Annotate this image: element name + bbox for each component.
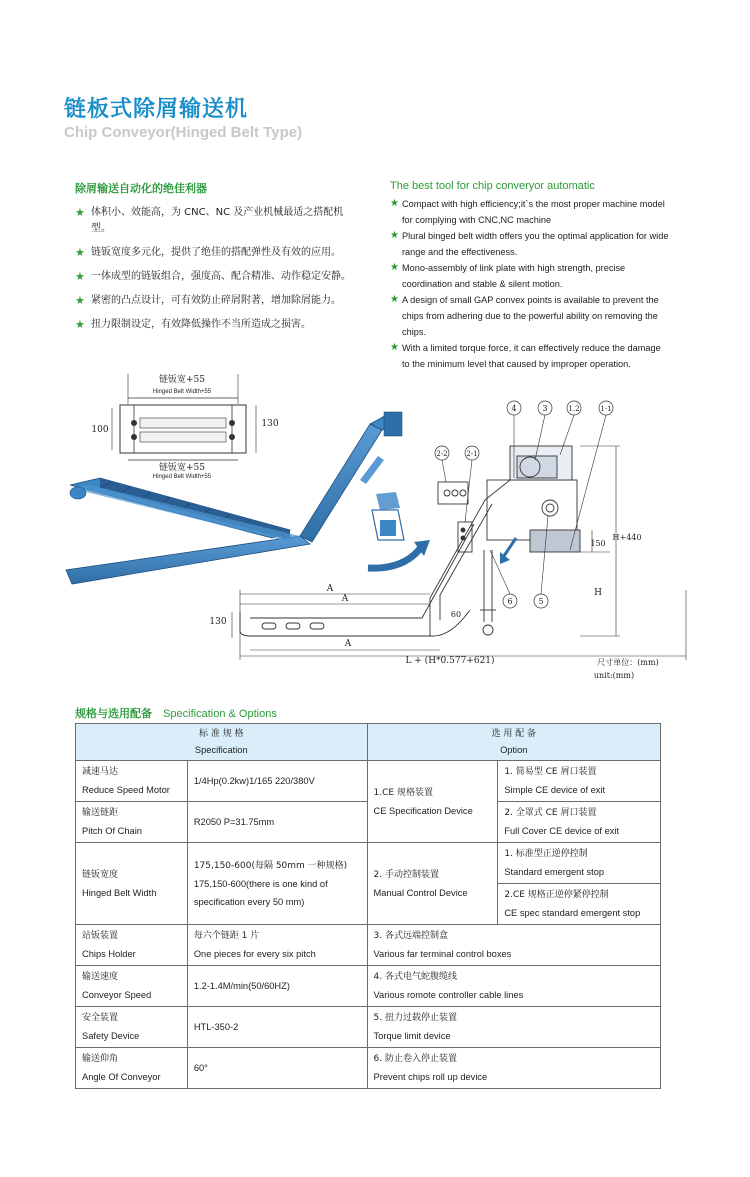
row-value-line: One pieces for every six pitch (193, 949, 316, 959)
feature-cn-item (75, 293, 360, 309)
header-spec (76, 724, 368, 761)
feature-cn-text: 扭力限制设定，有效降低操作不当所造成之损害。 (91, 319, 311, 330)
dim-a-label-3: A (344, 639, 352, 649)
feature-cn-item (75, 205, 360, 237)
option-manual (367, 843, 498, 925)
spec-heading (75, 702, 277, 721)
dim-a-label: A (326, 584, 334, 594)
option-manual-sub2-en: CE spec standard emergent stop (504, 908, 641, 918)
header-spec-en: Specification (194, 745, 248, 755)
feature-en-item (390, 260, 670, 292)
option-ce-sub1-cn: 1. 简易型 CE 屑口装置 (504, 767, 597, 777)
row-value (187, 843, 367, 925)
page-title-cn: 链板式除屑输送机 (64, 97, 249, 122)
row-label (76, 802, 188, 843)
feature-en-text: With a limited torque force, it can effectively reduce the damage to the minimum level that caused by improper operation. (402, 343, 661, 369)
option-5-cn: 5. 扭力过载停止装置 (373, 1013, 457, 1023)
features-en (390, 180, 670, 372)
bottom-width-label-en: Hinged Belt Width+55 (152, 474, 212, 480)
spec-heading-cn: 规格与选用配备 (75, 707, 152, 720)
dim-130-top-label: 130 (261, 419, 279, 429)
feature-cn-item (75, 245, 360, 261)
star-icon: ★ (390, 262, 399, 273)
header-option-en: Option (500, 745, 528, 755)
feature-en-text: Plural binged belt width offers you the optimal application for wide range and the effectiveness. (402, 231, 669, 257)
callout-2-1: 2-1 (466, 450, 478, 458)
option-manual-cn: 2. 手动控制装置 (373, 869, 439, 880)
row-value-line: specification every 50 mm) (193, 896, 305, 907)
option-5-en: Torque limit device (373, 1031, 451, 1041)
top-width-label-cn: 链钣宽+55 (159, 375, 205, 385)
row-label-en: Conveyor Speed (82, 990, 152, 1000)
features-en-heading: The best tool for chip converyor automatic (390, 180, 595, 192)
option-ce-sub2-cn: 2. 全罩式 CE 屑口装置 (504, 808, 597, 818)
callout-1-1: 1-1 (600, 405, 612, 413)
dim-a-label-2: A (341, 594, 349, 604)
table-row (76, 1007, 661, 1048)
option-ce-en: CE Specification Device (373, 805, 473, 816)
option-4-en: Various romote controller cable lines (373, 990, 524, 1000)
row-label-cn: 输送仰角 (82, 1054, 119, 1064)
star-icon: ★ (75, 206, 85, 219)
row-label-cn: 减速马达 (82, 767, 119, 777)
page-title-en: Chip Conveyor(Hinged Belt Type) (64, 124, 303, 141)
feature-cn-item (75, 317, 360, 333)
row-label-en: Safety Device (82, 1031, 140, 1041)
row-value: HTL-350-2 (187, 1007, 367, 1048)
features-cn (75, 180, 360, 341)
row-value-line: 175,150-600(每隔 50mm 一种规格) (193, 860, 348, 871)
row-label-cn: 链钣宽度 (82, 869, 119, 880)
feature-cn-item (75, 269, 360, 285)
option-5 (367, 1007, 660, 1048)
feature-en-text: Mono-assembly of link plate with high strength, precise coordination and stable & silent motion. (402, 263, 626, 289)
row-label (76, 843, 188, 925)
option-manual-sub2-cn: 2.CE 规格正逆停紧停控制 (504, 890, 609, 900)
star-icon: ★ (390, 230, 399, 241)
star-icon: ★ (75, 294, 85, 307)
star-icon: ★ (75, 318, 85, 331)
feature-cn-text: 一体成型的链钣组合，强度高、配合精准、动作稳定安静。 (91, 271, 351, 282)
row-label-cn: 输送速度 (82, 972, 119, 982)
row-label-en: Reduce Speed Motor (82, 785, 170, 795)
row-label-en: Chips Holder (82, 949, 136, 959)
dim-100-label: 100 (91, 425, 109, 435)
option-ce-sub2 (498, 802, 661, 843)
conveyor-diagram (0, 360, 750, 690)
table-row (76, 761, 661, 802)
callout-6: 6 (507, 597, 513, 606)
dim-h440-label: H+440 (612, 533, 642, 542)
feature-en-item (390, 228, 670, 260)
callout-2-2: 2-2 (436, 450, 448, 458)
option-3-en: Various far terminal control boxes (373, 949, 512, 959)
dim-150-label: 150 (590, 539, 606, 548)
row-label (76, 925, 188, 966)
option-3-cn: 3. 各式远端控制盒 (373, 931, 448, 941)
row-value-line: 每六个链距 1 片 (193, 931, 260, 941)
unit-label-cn: 尺寸单位：(mm) (597, 658, 659, 667)
star-icon: ★ (390, 342, 399, 353)
feature-en-item (390, 292, 670, 340)
feature-en-item (390, 196, 670, 228)
spec-heading-en: Specification & Options (163, 708, 277, 720)
option-manual-en: Manual Control Device (373, 887, 468, 898)
option-3 (367, 925, 660, 966)
row-label-en: Hinged Belt Width (82, 887, 157, 898)
option-4 (367, 966, 660, 1007)
star-icon: ★ (75, 270, 85, 283)
header-option-cn: 选 用 配 备 (491, 729, 537, 739)
feature-cn-text: 链钣宽度多元化，提供了绝佳的搭配弹性及有效的应用。 (91, 247, 341, 258)
row-label-cn: 站钣装置 (82, 931, 119, 941)
option-manual-sub1 (498, 843, 661, 884)
option-manual-sub1-en: Standard emergent stop (504, 867, 605, 877)
dim-130-side-label: 130 (209, 617, 227, 627)
row-value: 1.2-1.4M/min(50/60HZ) (187, 966, 367, 1007)
option-ce (367, 761, 498, 843)
callout-1-2: 1.2 (568, 405, 580, 413)
feature-en-text: A design of small GAP convex points is available to prevent the chips from adhering due to the powerful ability on removing the chips. (402, 295, 659, 337)
row-label (76, 1048, 188, 1089)
row-label (76, 1007, 188, 1048)
table-row (76, 1048, 661, 1089)
option-4-cn: 4. 各式电气蛇腹缆线 (373, 972, 457, 982)
table-row (76, 966, 661, 1007)
callout-3: 3 (542, 404, 548, 413)
option-ce-cn: 1.CE 规格装置 (373, 787, 433, 798)
feature-cn-text: 体积小、效能高，为 CNC、NC 及产业机械最适之搭配机型。 (91, 207, 344, 234)
dim-h-label: H (594, 588, 602, 598)
table-row (76, 843, 661, 884)
header-spec-cn: 标 准 规 格 (198, 729, 244, 739)
star-icon: ★ (390, 198, 399, 209)
feature-en-text: Compact with high efficiency;it`s the most proper machine model for complying with CNC,NC machine (402, 199, 665, 225)
feature-cn-text: 紧密的凸点设计，可有效防止碎屑附著，增加除屑能力。 (91, 295, 341, 306)
option-ce-sub1-en: Simple CE device of exit (504, 785, 606, 795)
row-value-line: 175,150-600(there is one kind of (193, 878, 328, 889)
dim-l-label: L + (H*0.577+621) (405, 656, 495, 666)
option-6-en: Prevent chips roll up device (373, 1072, 488, 1082)
option-ce-sub2-en: Full Cover CE device of exit (504, 826, 620, 836)
row-value: R2050 P=31.75mm (187, 802, 367, 843)
callout-5: 5 (538, 597, 544, 606)
row-label-en: Angle Of Conveyor (82, 1072, 161, 1082)
option-6-cn: 6. 防止卷入停止装置 (373, 1054, 457, 1064)
cross-section-box (120, 405, 246, 453)
option-manual-sub2 (498, 884, 661, 925)
conveyor-illustration (66, 412, 404, 584)
star-icon: ★ (390, 294, 399, 305)
spec-table-header (76, 724, 661, 761)
row-value: 60° (187, 1048, 367, 1089)
row-value: 1/4Hp(0.2kw)1/165 220/380V (187, 761, 367, 802)
star-icon: ★ (75, 246, 85, 259)
row-label (76, 966, 188, 1007)
callout-4: 4 (511, 404, 517, 413)
unit-label-en: unit:(mm) (593, 671, 635, 680)
top-width-label-en: Hinged Belt Width+55 (152, 389, 212, 395)
table-row (76, 925, 661, 966)
features-cn-heading: 除屑输送自动化的绝佳利器 (75, 182, 207, 195)
option-6 (367, 1048, 660, 1089)
option-ce-sub1 (498, 761, 661, 802)
row-value (187, 925, 367, 966)
row-label-cn: 输送链距 (82, 808, 119, 818)
header-option (367, 724, 660, 761)
spec-table (75, 723, 661, 1089)
row-label (76, 761, 188, 802)
option-manual-sub1-cn: 1. 标准型正逆停控制 (504, 849, 588, 859)
row-label-cn: 安全装置 (82, 1013, 119, 1023)
bottom-width-label-cn: 链钣宽+55 (159, 463, 205, 473)
dim-60-label: 60 (450, 610, 462, 619)
row-label-en: Pitch Of Chain (82, 826, 142, 836)
